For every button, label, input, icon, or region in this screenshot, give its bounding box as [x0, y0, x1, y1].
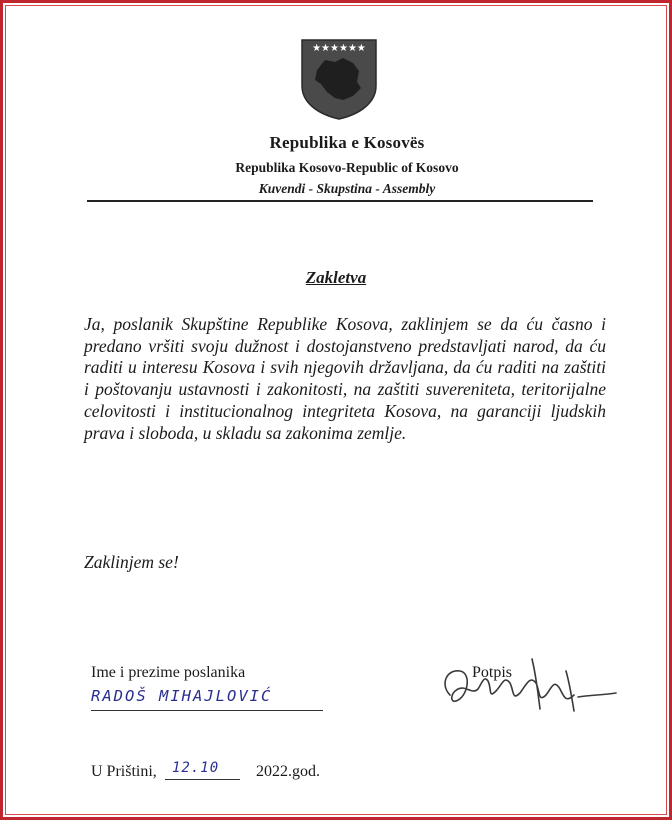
svg-text:★★★★★★: ★★★★★★	[312, 43, 366, 54]
place-label: U Prištini,	[91, 763, 157, 780]
oath-closing: Zaklinjem se!	[84, 552, 179, 572]
handwritten-name: RADOŠ MIHAJLOVIĆ	[91, 687, 273, 705]
name-label: Ime i prezime poslanika	[91, 664, 246, 681]
republic-title: Republika e Kosovës	[269, 133, 425, 152]
oath-text: Ja, poslanik Skupštine Republike Kosova, zaklinjem se da ću časno i predano vršiti svoju dužnost i dostojanstveno predstavljati narod, da ću raditi u interesu Kosova i svih njegovih državljana, da ću raditi na zaštiti i poštovanju ustavnosti i zakonitosti, na zaštiti suvereniteta, teritorijalne celovitosti i institucionalnog integriteta Kosova, na garanciji ljudskih prava i sloboda, u skladu sa zakonima zemlje.	[84, 314, 606, 443]
year-label: 2022.god.	[256, 763, 320, 780]
republic-subtitle: Republika Kosovo-Republic of Kosovo	[235, 160, 459, 175]
handwritten-date: 12.10	[172, 760, 220, 776]
document-title: Zakletva	[305, 268, 367, 287]
signature-label: Potpis	[472, 664, 513, 681]
assembly-label: Kuvendi - Skupstina - Assembly	[258, 181, 436, 196]
